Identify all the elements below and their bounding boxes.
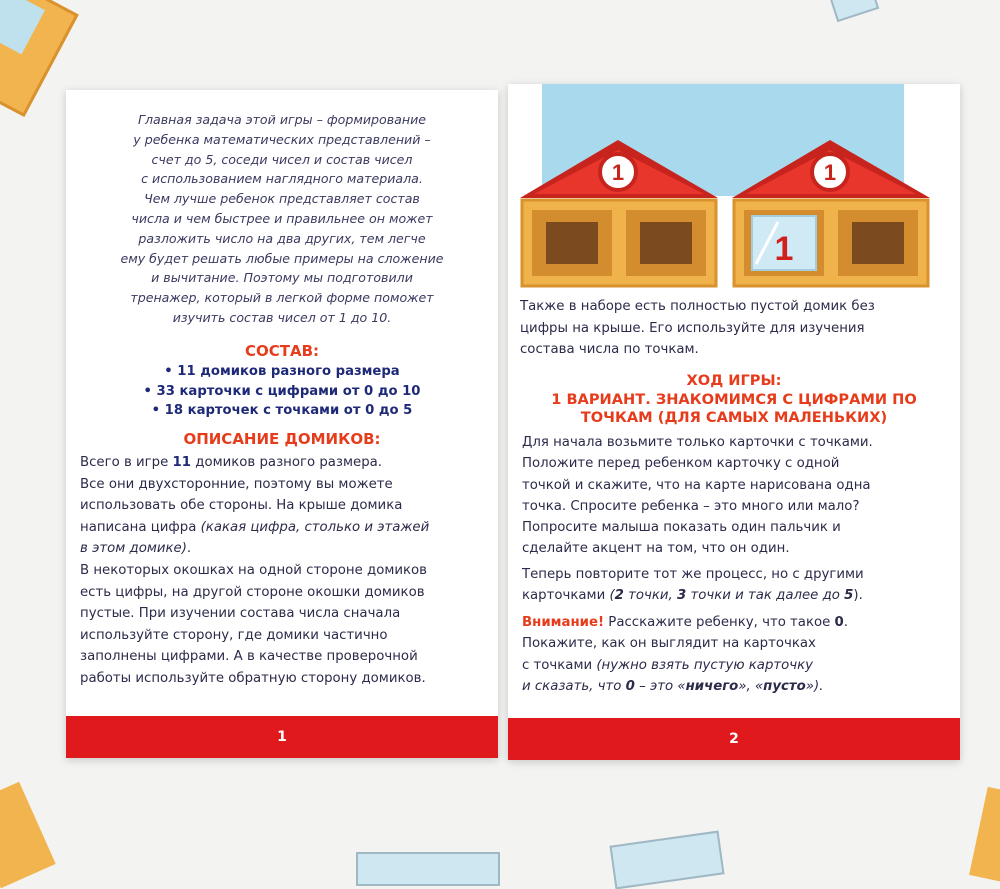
text-span: карточками [522, 588, 610, 604]
text-line: цифры на крыше. Его используйте для изучения [520, 320, 865, 336]
text-line: работы используйте обратную сторону домиков. [80, 670, 426, 686]
text-line: Теперь повторите тот же процесс, но с другими [522, 567, 864, 582]
text-span-bold: 0 [834, 615, 844, 630]
text-span: домиков разного размера. [191, 455, 383, 470]
sostav-item: • 33 карточки с цифрами от 0 до 10 [143, 383, 421, 399]
text-span-italic: », « [738, 678, 764, 694]
text-span: ). [853, 588, 863, 604]
text-line: Попросите малыша показать один пальчик и [522, 520, 841, 536]
text-line: пустые. При изучении состава числа сначала [80, 606, 401, 622]
opisanie-heading: ОПИСАНИЕ ДОМИКОВ: [183, 430, 381, 448]
sostav-heading: СОСТАВ: [244, 342, 320, 360]
background-card-piece-topright [829, 0, 879, 22]
window-empty [852, 222, 904, 264]
text-line: состава числа по точкам. [520, 342, 699, 357]
house-illustration [520, 140, 718, 286]
page-footer-left [66, 716, 498, 758]
intro-line: с использованием наглядного материала. [141, 171, 423, 187]
text-span-italic: (какая цифра, столько и этажей [200, 519, 430, 535]
warning-label: Внимание! [522, 615, 605, 630]
houses-illustration [514, 136, 954, 296]
text-line: используйте сторону, где домики частично [80, 627, 388, 643]
house-illustration [732, 140, 930, 286]
opisanie-paragraph-2 [80, 560, 488, 690]
background-card-piece-bottom-2 [609, 831, 724, 889]
intro-line: у ребенка математических представлений – [133, 131, 431, 147]
background-card-piece-bottom-1 [356, 852, 500, 886]
opisanie-paragraph-1 [80, 452, 488, 560]
booklet-page-left [66, 90, 498, 758]
houses-count: 11 [172, 455, 192, 470]
text-line: точкой и скажите, что на карте нарисована одна [522, 477, 871, 493]
sostav-item: • 11 домиков разного размера [164, 364, 400, 379]
text-line: Покажите, как он выглядит на карточках [522, 636, 816, 652]
page-number: 2 [729, 731, 739, 747]
window-empty [640, 222, 692, 264]
text-span-italic: в этом домике) [80, 541, 187, 557]
background-house-piece-right [969, 787, 1000, 883]
text-span-italic: (нужно взять пустую карточку [596, 657, 814, 673]
empty-house-paragraph [520, 296, 940, 361]
booklet-page-right [508, 84, 960, 760]
heading-line: ТОЧКАМ (ДЛЯ САМЫХ МАЛЕНЬКИХ) [580, 409, 888, 426]
text-span-bold: пусто [763, 678, 806, 694]
text-line: есть цифры, на другой стороне окошки домиков [80, 584, 425, 600]
sostav-list [66, 362, 498, 421]
text-line: заполнены цифрами. А в качестве проверочной [80, 649, 418, 665]
text-span-italic: и сказать, что [522, 678, 626, 694]
text-span: написана цифра [80, 519, 201, 535]
intro-line: счет до 5, соседи чисел и состав чисел [151, 151, 413, 167]
attention-paragraph [522, 612, 952, 697]
intro-line: и вычитание. Поэтому мы подготовили [151, 270, 413, 286]
background-house-piece-bottomleft [0, 782, 56, 889]
text-span-bold: ничего [685, 678, 739, 694]
text-line: точка. Спросите ребенка – это много или мало? [522, 498, 860, 514]
text-line: Все они двухсторонние, поэтому вы можете [80, 476, 393, 492]
text-span: Расскажите ребенку, что такое [604, 615, 835, 630]
text-span: . [186, 541, 192, 557]
text-span: . [843, 615, 849, 630]
window-number-text: 1 [774, 230, 794, 268]
intro-line: тренажер, который в легкой форме поможет [130, 290, 434, 306]
text-line: Также в наборе есть полностью пустой домик без [520, 299, 875, 314]
text-span-italic: – это « [634, 678, 686, 694]
text-span-bold: 2 [614, 588, 624, 604]
intro-line: числа и чем быстрее и правильнее он может [131, 210, 433, 226]
intro-line: изучить состав чисел от 1 до 10. [172, 309, 392, 325]
text-span-italic: ( [609, 588, 615, 604]
text-span: с точками [522, 657, 597, 673]
text-line: использовать обе стороны. На крыше домика [80, 498, 403, 514]
text-span-bold: 0 [625, 678, 635, 694]
hod-igry-heading [508, 372, 960, 428]
text-span-bold: 3 [677, 588, 687, 604]
intro-line: разложить число на два других, тем легче [138, 230, 426, 246]
repeat-paragraph [522, 564, 952, 607]
text-span-bold: 5 [844, 588, 854, 604]
sostav-item: • 18 карточек с точками от 0 до 5 [151, 403, 413, 418]
intro-paragraph [90, 110, 474, 328]
text-span-italic: »). [805, 678, 824, 694]
intro-line: Главная задача этой игры – формирование [137, 112, 427, 127]
window-empty [546, 222, 598, 264]
text-span: Всего в игре [80, 455, 173, 470]
intro-line: ему будет решать любые примеры на сложение [120, 250, 444, 266]
roof-number-text: 1 [611, 160, 625, 185]
text-line: сделайте акцент на том, что он один. [522, 541, 790, 557]
page-number: 1 [277, 729, 287, 745]
text-line: Положите перед ребенком карточку с одной [522, 456, 840, 472]
heading-line: ХОД ИГРЫ: [686, 372, 782, 389]
page-footer-right [508, 718, 960, 760]
text-line: Для начала возьмите только карточки с точками. [522, 435, 873, 450]
text-span-italic: точки и так далее до [686, 588, 845, 604]
instructions-paragraph [522, 432, 952, 560]
text-span-italic: точки, [623, 588, 677, 604]
roof-number-text: 1 [823, 160, 837, 185]
heading-line: 1 ВАРИАНТ. ЗНАКОМИМСЯ С ЦИФРАМИ ПО [551, 390, 917, 408]
text-line: В некоторых окошках на одной стороне домиков [80, 563, 428, 578]
intro-line: Чем лучше ребенок представляет состав [144, 191, 420, 207]
